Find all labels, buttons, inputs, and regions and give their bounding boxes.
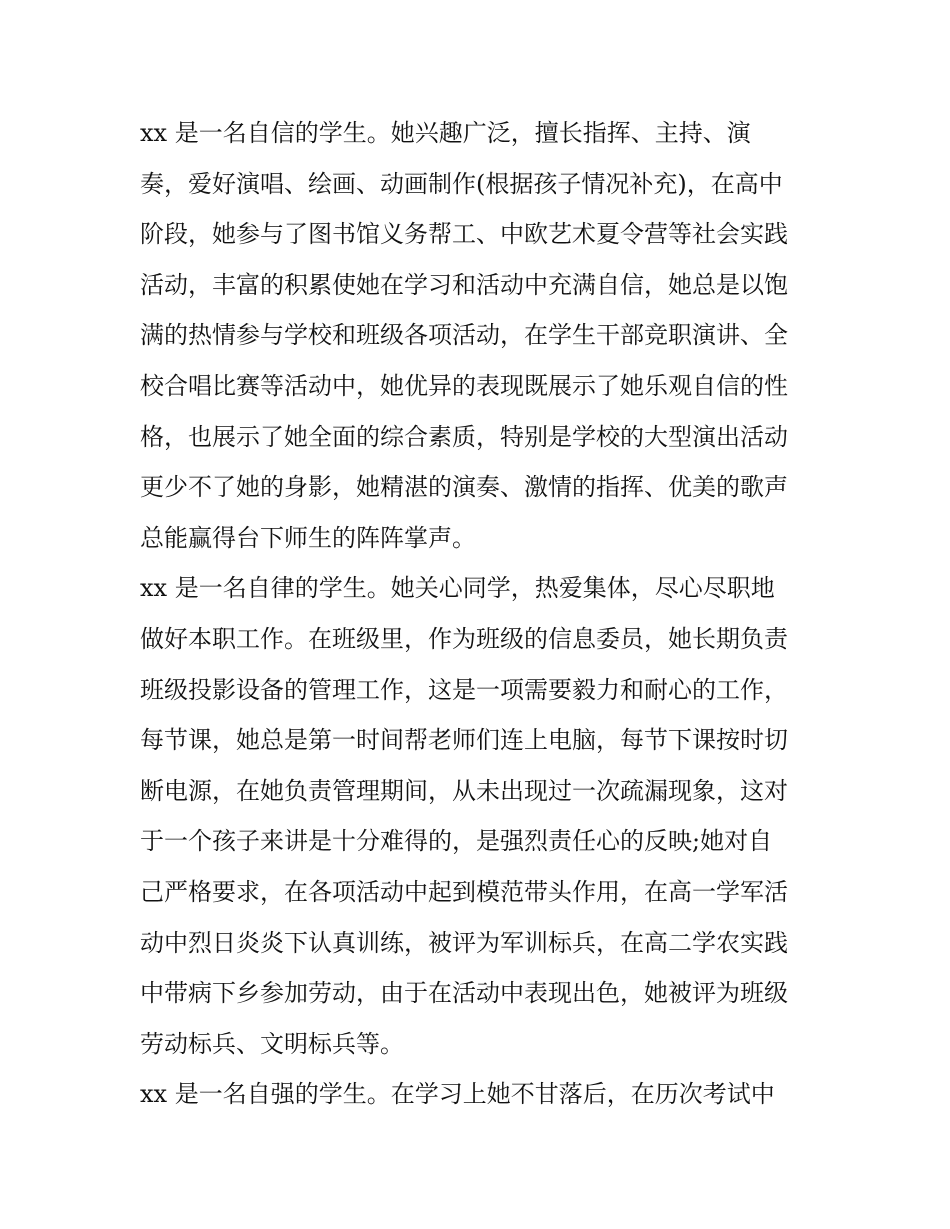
text-line: 每节课，她总是第一时间帮老师们连上电脑，每节下课按时切 <box>140 726 788 755</box>
text-line: 中带病下乡参加劳动，由于在活动中表现出色，她被评为班级 <box>140 979 788 1008</box>
text-line: 校合唱比赛等活动中，她优异的表现既展示了她乐观自信的性 <box>140 371 788 400</box>
text-line: 做好本职工作。在班级里，作为班级的信息委员，她长期负责 <box>140 624 788 653</box>
text-line: xx 是一名自律的学生。她关心同学，热爱集体，尽心尽职地 <box>140 574 775 603</box>
text-line: 于一个孩子来讲是十分难得的，是强烈责任心的反映;她对自 <box>140 827 773 856</box>
paragraph-confident <box>140 108 820 563</box>
text-line: 活动，丰富的积累使她在学习和活动中充满自信，她总是以饱 <box>140 270 788 299</box>
paragraph-self-disciplined <box>140 563 820 1069</box>
text-line: 奏，爱好演唱、绘画、动画制作(根据孩子情况补充)，在高中 <box>140 169 783 198</box>
paragraph-self-reliant <box>140 1069 820 1120</box>
text-line: 更少不了她的身影，她精湛的演奏、激情的指挥、优美的歌声 <box>140 473 788 502</box>
text-line: 劳动标兵、文明标兵等。 <box>140 1029 404 1058</box>
text-line: 己严格要求，在各项活动中起到模范带头作用，在高一学军活 <box>140 877 788 906</box>
text-line: 总能赢得台下师生的阵阵掌声。 <box>140 523 476 552</box>
text-line: 班级投影设备的管理工作，这是一项需要毅力和耐心的工作， <box>140 675 788 704</box>
text-line: 动中烈日炎炎下认真训练，被评为军训标兵，在高二学农实践 <box>140 928 788 957</box>
document-body <box>140 108 820 1120</box>
text-line: xx 是一名自信的学生。她兴趣广泛，擅长指挥、主持、演 <box>140 119 751 147</box>
text-line: 格，也展示了她全面的综合素质，特别是学校的大型演出活动 <box>140 422 788 451</box>
text-line: 满的热情参与学校和班级各项活动，在学生干部竞职演讲、全 <box>140 321 788 350</box>
text-line: 阶段，她参与了图书馆义务帮工、中欧艺术夏令营等社会实践 <box>140 220 788 249</box>
text-line: 断电源，在她负责管理期间，从未出现过一次疏漏现象，这对 <box>140 776 788 805</box>
text-line: xx 是一名自强的学生。在学习上她不甘落后，在历次考试中 <box>140 1080 775 1109</box>
